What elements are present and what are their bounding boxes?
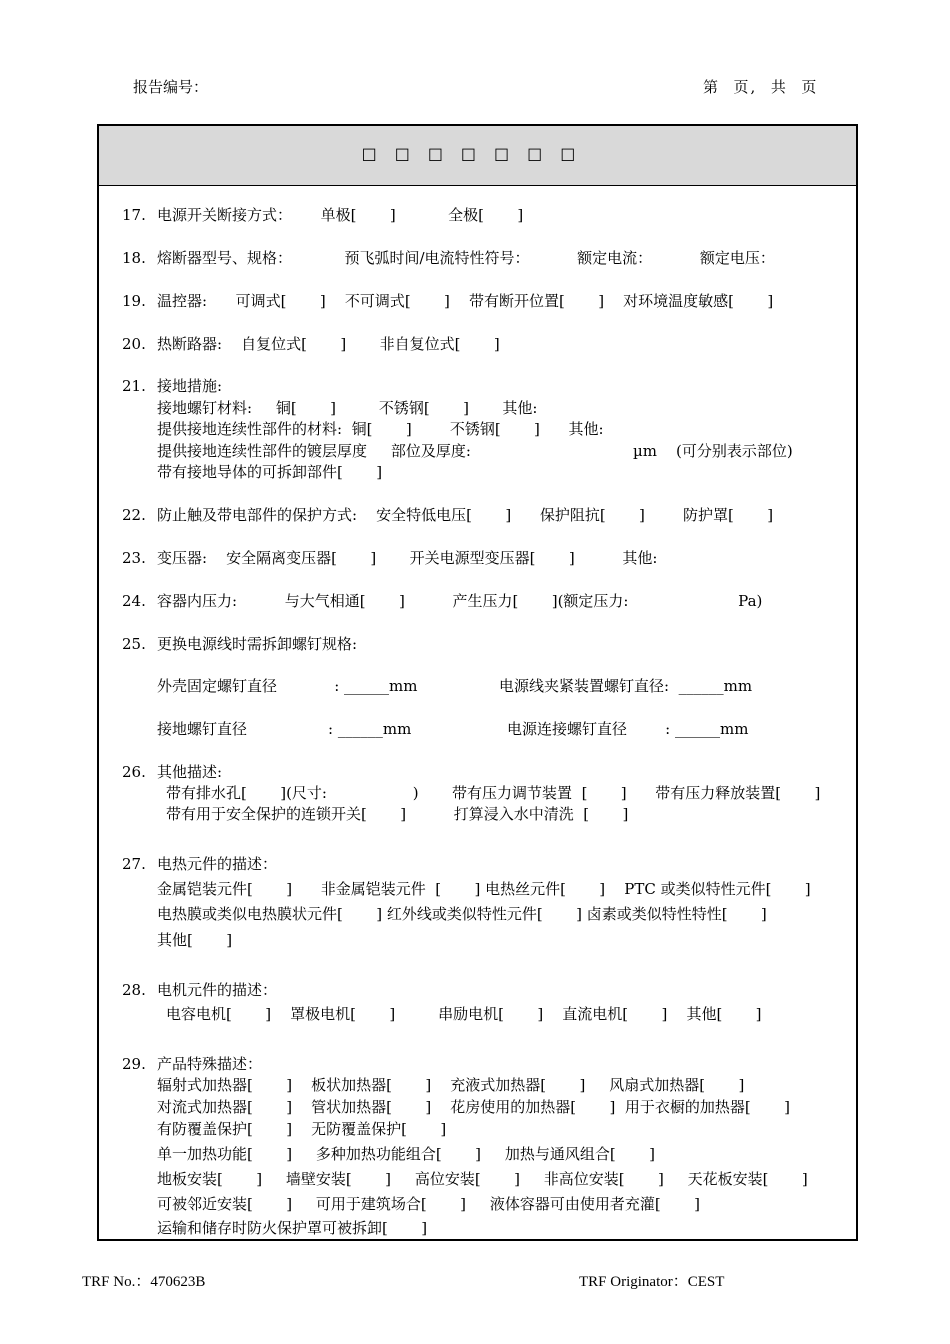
item-25-row2-left: 接地螺钉直径 : ______mm (157, 720, 412, 738)
item-20-number: 20. (122, 335, 146, 353)
item-26-line: 带有用于安全保护的连锁开关[ ] 打算浸入水中清洗 [ ] (166, 805, 629, 823)
item-22-number: 22. (122, 506, 146, 524)
item-29-line: 产品特殊描述： (157, 1055, 263, 1073)
report-number-label: 报告编号： (133, 78, 209, 96)
item-27-line: 电热膜或类似电热膜状元件[ ] 红外线或类似特性元件[ ] 卤素或类似特性特性[ ] (157, 905, 767, 923)
item-25-row1-left: 外壳固定螺钉直径 : ______mm (157, 677, 418, 695)
item-24-text: 容器内压力: 与大气相通[ ] 产生压力[ ](额定压力: Pa) (157, 592, 763, 610)
table-title-bar (99, 126, 856, 186)
table-title: □□□□□□□ (361, 144, 594, 163)
item-29-line: 可被邻近安装[ ] 可用于建筑场合[ ] 液体容器可由使用者充灌[ ] (157, 1195, 700, 1213)
item-29-line: 单一加热功能[ ] 多种加热功能组合[ ] 加热与通风组合[ ] (157, 1145, 655, 1163)
item-20-text: 热断路器: 自复位式[ ] 非自复位式[ ] (157, 335, 500, 353)
item-27-number: 27. (122, 855, 146, 873)
item-29-number: 29. (122, 1055, 146, 1073)
item-19-number: 19. (122, 292, 146, 310)
item-28-number: 28. (122, 981, 146, 999)
item-21-line: 提供接地连续性部件的镀层厚度 部位及厚度: µm (可分别表示部位) (157, 442, 793, 460)
item-21-line: 接地措施: (157, 377, 223, 395)
item-23-text: 变压器: 安全隔离变压器[ ] 开关电源型变压器[ ] 其他: (157, 549, 658, 567)
trf-number: TRF No.：470623B (82, 1274, 206, 1290)
item-19-text: 温控器: 可调式[ ] 不可调式[ ] 带有断开位置[ ] 对环境温度敏感[ ] (157, 292, 774, 310)
item-29-line: 有防覆盖保护[ ] 无防覆盖保护[ ] (157, 1120, 447, 1138)
item-27-line: 电热元件的描述： (157, 855, 278, 873)
item-26-line: 其他描述: (157, 763, 223, 781)
item-25-line: 更换电源线时需拆卸螺钉规格: (157, 635, 358, 653)
item-28-line: 电容电机[ ] 罩极电机[ ] 串励电机[ ] 直流电机[ ] 其他[ ] (166, 1005, 762, 1023)
item-28-line: 电机元件的描述： (157, 981, 278, 999)
item-29-line: 地板安装[ ] 墙壁安装[ ] 高位安装[ ] 非高位安装[ ] 天花板安装[ ] (157, 1170, 808, 1188)
item-26-number: 26. (122, 763, 146, 781)
item-29-line: 对流式加热器[ ] 管状加热器[ ] 花房使用的加热器[ ] 用于衣橱的加热器[ ] (157, 1098, 791, 1116)
item-22-text: 防止触及带电部件的保护方式: 安全特低电压[ ] 保护阻抗[ ] 防护罩[ ] (157, 506, 774, 524)
item-17-text: 电源开关断接方式： 单极[ ] 全极[ ] (157, 206, 524, 224)
item-29-line: 辐射式加热器[ ] 板状加热器[ ] 充液式加热器[ ] 风扇式加热器[ ] (157, 1076, 745, 1094)
item-26-line: 带有排水孔[ ](尺寸: ) 带有压力调节装置 [ ] 带有压力释放装置[ ] (166, 784, 821, 802)
item-25-number: 25. (122, 635, 146, 653)
item-21-line: 提供接地连续性部件的材料: 铜[ ] 不锈钢[ ] 其他: (157, 420, 604, 438)
item-25-row1-right: 电源线夹紧装置螺钉直径: ______mm (499, 677, 753, 695)
item-25-row2-right: 电源连接螺钉直径 : ______mm (507, 720, 749, 738)
item-21-line: 接地螺钉材料: 铜[ ] 不锈钢[ ] 其他: (157, 399, 538, 417)
item-21-number: 21. (122, 377, 146, 395)
item-24-number: 24. (122, 592, 146, 610)
item-27-line: 其他[ ] (157, 931, 233, 949)
item-29-line: 运输和储存时防火保护罩可被拆卸[ ] (157, 1219, 428, 1237)
item-17-number: 17. (122, 206, 146, 224)
item-27-line: 金属铠装元件[ ] 非金属铠装元件 [ ] 电热丝元件[ ] PTC 或类似特性元件[ ] (157, 880, 811, 898)
trf-originator: TRF Originator：CEST (579, 1274, 725, 1290)
item-23-number: 23. (122, 549, 146, 567)
page-indicator: 第 页, 共 页 (703, 78, 819, 96)
item-18-number: 18. (122, 249, 146, 267)
item-21-line: 带有接地导体的可拆卸部件[ ] (157, 463, 383, 481)
item-18-text: 熔断器型号、规格： 预飞弧时间/电流特性符号： 额定电流： 额定电压： (157, 249, 775, 267)
